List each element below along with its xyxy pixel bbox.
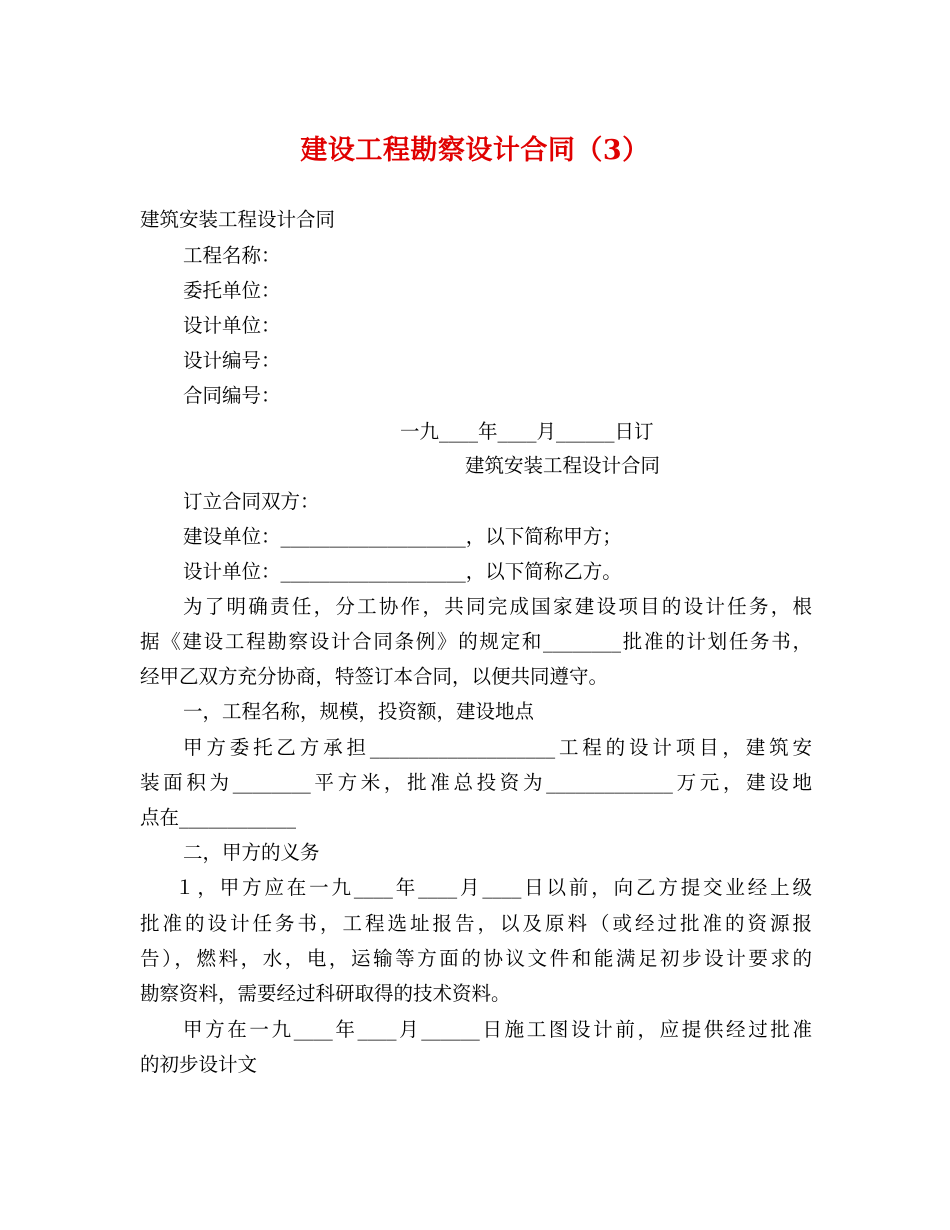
party-b-line: 设计单位：___________________，以下简称乙方。 [183, 560, 622, 583]
field-design-number: 设计编号： [183, 349, 281, 372]
document-title: 建设工程勘察设计合同（3） [300, 135, 650, 166]
party-a-line: 建设单位：___________________，以下简称甲方； [183, 525, 622, 548]
section-2-line-2: 批准的设计任务书，工程选址报告，以及原料（或经过批准的资源报 [140, 912, 812, 935]
contract-heading: 建筑安装工程设计合同 [464, 454, 660, 477]
contract-subtitle: 建筑安装工程设计合同 [140, 208, 336, 231]
section-2-line-6: 的初步设计文 [140, 1053, 258, 1076]
section-2-line-3: 告），燃料，水，电，运输等方面的协议文件和能满足初步设计要求的 [140, 947, 812, 970]
field-project-name: 工程名称： [183, 244, 281, 267]
field-client-unit: 委托单位： [183, 279, 281, 302]
section-2-heading: 二，甲方的义务 [183, 841, 320, 864]
section-2-line-4: 勘察资料，需要经过科研取得的技术资料。 [140, 982, 511, 1005]
field-design-unit: 设计单位： [183, 314, 281, 337]
field-contract-number: 合同编号： [183, 384, 281, 407]
preamble-line-2: 据《建设工程勘察设计合同条例》的规定和________批准的计划任务书， [140, 630, 812, 653]
parties-heading: 订立合同双方： [183, 490, 320, 513]
section-2-line-5: 甲方在一九____年____月______日施工图设计前，应提供经过批准 [183, 1018, 812, 1041]
section-1-line-2: 装面积为________平方米，批准总投资为_____________万元，建设地 [140, 771, 812, 794]
preamble-line-3: 经甲乙双方充分协商，特签订本合同，以便共同遵守。 [140, 665, 609, 688]
section-2-line-1: １，甲方应在一九____年____月____日以前，向乙方提交业经上级 [175, 876, 812, 899]
preamble-line-1: 为了明确责任，分工协作，共同完成国家建设项目的设计任务，根 [183, 595, 812, 618]
section-1-heading: 一，工程名称，规模，投资额，建设地点 [183, 700, 535, 723]
signing-date-line: 一九____年____月______日订 [400, 420, 654, 443]
section-1-line-1: 甲方委托乙方承担___________________工程的设计项目，建筑安 [183, 736, 812, 759]
section-1-line-3: 点在____________ [140, 806, 297, 829]
